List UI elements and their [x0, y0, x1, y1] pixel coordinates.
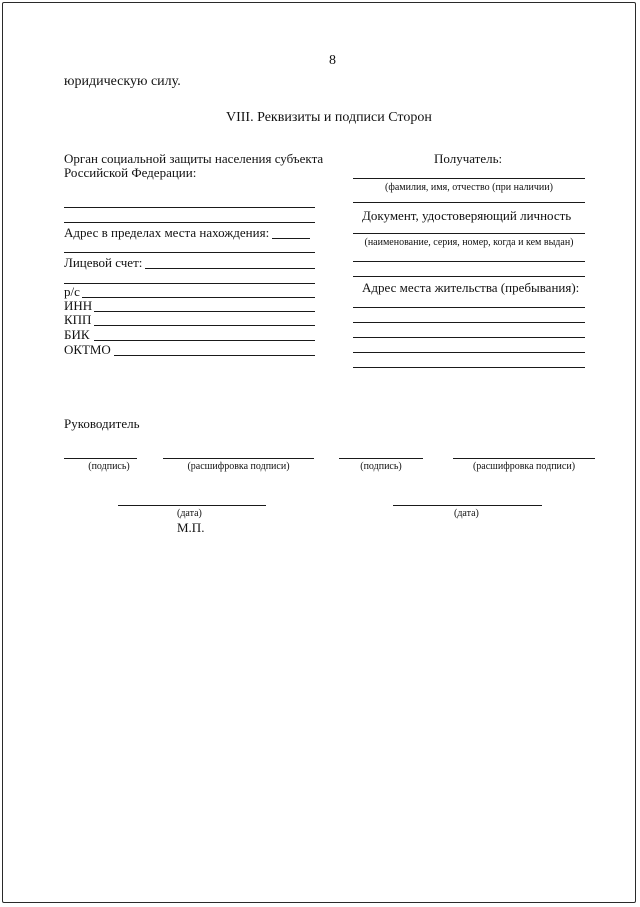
organ-name-line-2	[64, 222, 315, 223]
oktmo-line	[114, 355, 315, 356]
residence-line-3	[353, 337, 585, 338]
bik-label: БИК	[64, 327, 90, 342]
section-title: VIII. Реквизиты и подписи Сторон	[226, 110, 432, 125]
organ-label-line1: Орган социальной защиты населения субъекта	[64, 151, 324, 166]
account-label: Лицевой счет:	[64, 255, 143, 270]
bik-line	[94, 340, 315, 341]
organ-label-line2: Российской Федерации:	[64, 165, 197, 180]
document-line-2	[353, 261, 585, 262]
residence-label: Адрес места жительства (пребывания):	[362, 280, 580, 295]
account-line-2	[64, 283, 315, 284]
left-name-caption: (расшифровка подписи)	[187, 461, 290, 472]
residence-line-5	[353, 367, 585, 368]
inn-label: ИНН	[64, 298, 93, 313]
document-caption: (наименование, серия, номер, когда и кем выдан)	[364, 237, 574, 248]
account-line	[145, 268, 315, 269]
right-signature-line	[339, 458, 423, 459]
left-date-caption: (дата)	[177, 508, 202, 519]
kpp-line	[94, 325, 315, 326]
residence-line-4	[353, 352, 585, 353]
stamp-label: М.П.	[177, 520, 205, 535]
left-signature-caption: (подпись)	[88, 461, 130, 472]
residence-line-2	[353, 322, 585, 323]
right-name-line	[453, 458, 595, 459]
left-date-line	[118, 505, 266, 506]
right-signature-caption: (подпись)	[360, 461, 402, 472]
right-date-line	[393, 505, 542, 506]
address-label: Адрес в пределах места нахождения:	[64, 225, 270, 240]
oktmo-label: ОКТМО	[64, 342, 111, 357]
left-signature-line	[64, 458, 137, 459]
organ-name-line-1	[64, 207, 315, 208]
rs-label: р/с	[64, 284, 80, 299]
kpp-label: КПП	[64, 312, 92, 327]
right-name-caption: (расшифровка подписи)	[472, 461, 576, 472]
recipient-name-line	[353, 178, 585, 179]
address-line-2	[64, 252, 315, 253]
address-line-inline	[272, 238, 310, 239]
document-label: Документ, удостоверяющий личность	[362, 208, 572, 223]
fio-caption: (фамилия, имя, отчество (при наличии)	[385, 182, 553, 193]
page-frame	[2, 2, 636, 903]
recipient-label: Получатель:	[434, 151, 503, 166]
continuation-text: юридическую силу.	[64, 74, 181, 89]
residence-line-1	[353, 307, 585, 308]
document-line	[353, 233, 585, 234]
rs-line	[82, 297, 315, 298]
inn-line	[94, 311, 315, 312]
left-name-line	[163, 458, 314, 459]
recipient-extra-line	[353, 202, 585, 203]
document-line-3	[353, 276, 585, 277]
right-date-caption: (дата)	[454, 508, 479, 519]
page-number: 8	[329, 53, 336, 68]
head-label: Руководитель	[64, 416, 140, 431]
